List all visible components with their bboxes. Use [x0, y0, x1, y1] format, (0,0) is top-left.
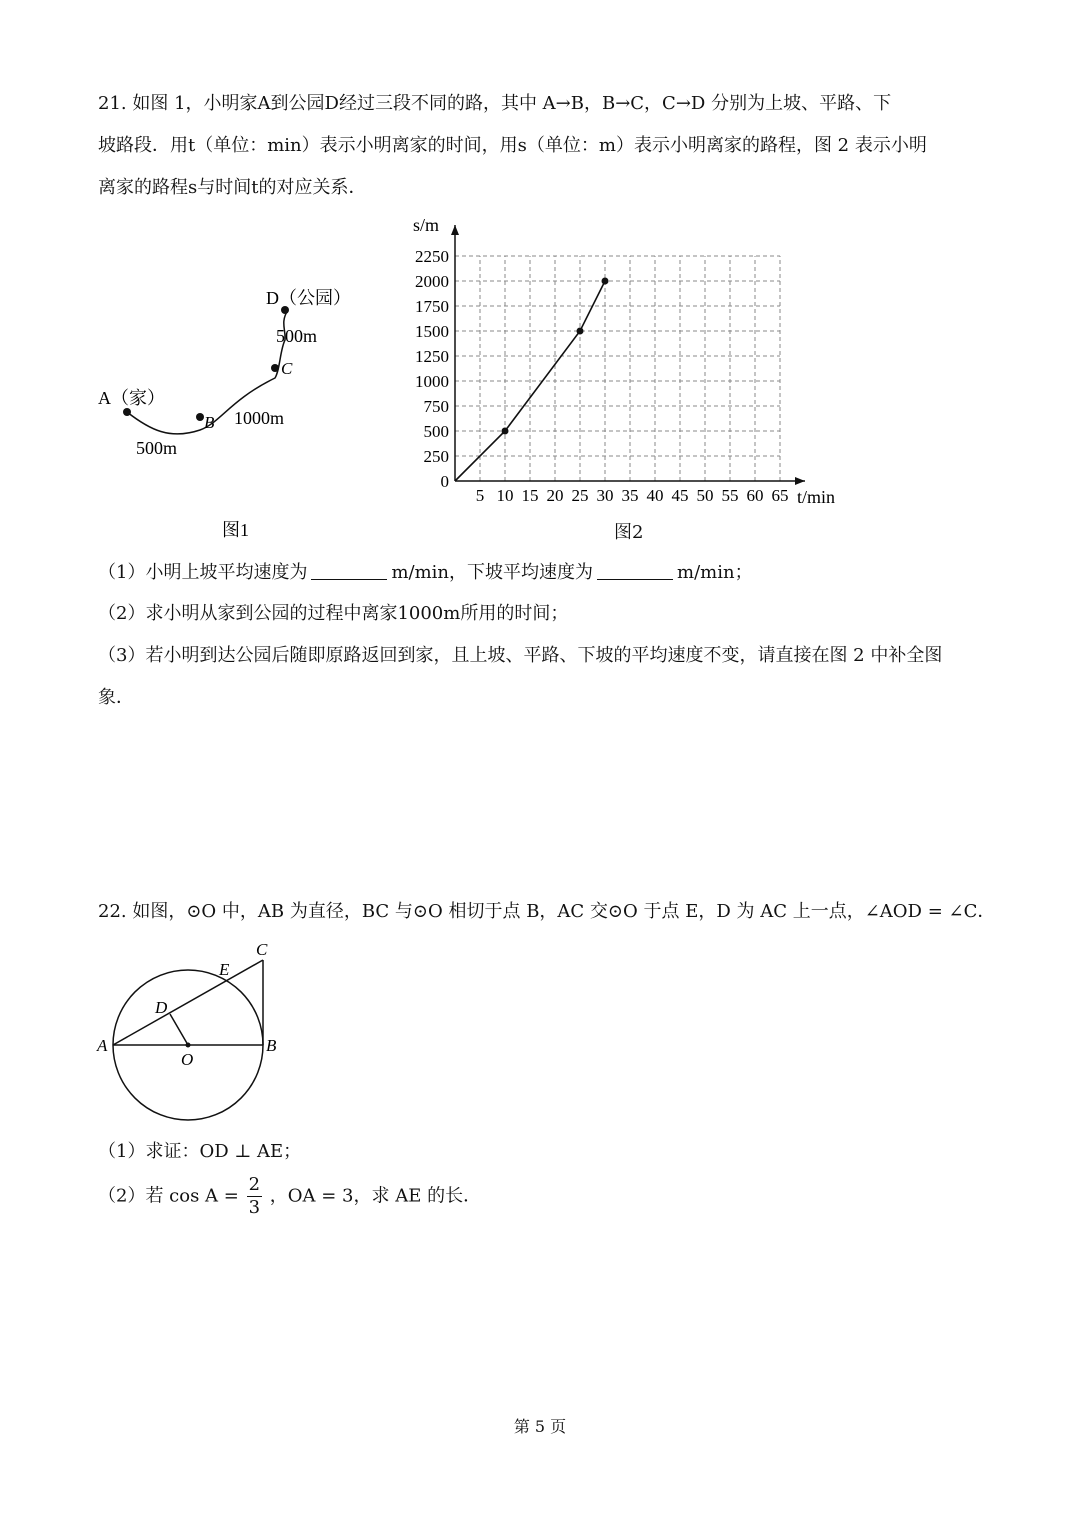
segment-OD: [170, 1014, 188, 1045]
point-A: [123, 408, 131, 416]
label-A: A（家）: [98, 388, 165, 408]
data-point: [577, 328, 584, 335]
answer-blank-1[interactable]: [311, 561, 387, 580]
y-tick-label: 250: [423, 447, 449, 466]
label-B: B: [266, 1036, 277, 1055]
y-tick-label: 1250: [415, 347, 449, 366]
unit-1: m/min: [391, 562, 450, 583]
q21-line-3: 离家的路程s与时间t的对应关系．: [98, 177, 367, 198]
figure-1-caption: 图1: [222, 520, 249, 540]
x-tick-label: 5: [475, 486, 485, 505]
x-tick-label: 35: [621, 486, 639, 505]
q22-part-2-text-b: ，OA = 3，求 AE 的长．: [269, 1185, 482, 1207]
x-tick-label: 55: [721, 486, 739, 505]
q21-part-1-text-b: ，下坡平均速度为: [449, 562, 594, 583]
fraction-two-thirds: [247, 1174, 262, 1219]
y-tick-label: 500: [423, 422, 449, 441]
y-tick-label: 2250: [415, 247, 449, 266]
point-C: [271, 364, 279, 372]
figure-2-chart: [395, 205, 865, 550]
label-C: C: [281, 359, 293, 378]
answer-blank-2[interactable]: [597, 561, 673, 580]
q21-part-1: [98, 561, 753, 585]
figure-circle-diagram: [95, 935, 295, 1125]
x-axis-arrow: [795, 477, 805, 485]
point-O: [186, 1043, 191, 1048]
origin-label: 0: [440, 472, 449, 491]
x-tick-label: 25: [571, 486, 589, 505]
x-tick-label: 50: [696, 486, 714, 505]
y-tick-label: 2000: [415, 272, 449, 291]
figure-2-caption: 图2: [614, 522, 644, 543]
data-point: [602, 278, 609, 285]
q22-part-2: [98, 1174, 481, 1219]
x-tick-label: 60: [746, 486, 764, 505]
q22-part-2-text-a: （2）若 cos A =: [98, 1185, 239, 1207]
x-tick-label: 40: [646, 486, 664, 505]
q22-part-1: （1）求证：OD ⊥ AE；: [98, 1141, 302, 1162]
x-tick-label: 20: [546, 486, 564, 505]
label-D: D: [155, 998, 168, 1017]
q21-part-3-line-1: （3）若小明到达公园后随即原路返回到家，且上坡、平路、下坡的平均速度不变，请直接在图 2 中补全图: [98, 645, 943, 666]
y-axis-arrow: [451, 225, 459, 235]
y-tick-label: 1750: [415, 297, 449, 316]
x-tick-label: 30: [596, 486, 614, 505]
q21-line-1: 21. 如图 1，小明家A到公园D经过三段不同的路，其中 A→B，B→C，C→D 分别为上坡、平路、下: [98, 93, 892, 114]
label-A: A: [97, 1036, 108, 1055]
point-B: [196, 413, 204, 421]
x-tick-label: 45: [671, 486, 689, 505]
unit-2: m/min: [677, 562, 735, 583]
label-D: D（公园）: [266, 288, 351, 308]
x-tick-label: 10: [496, 486, 514, 505]
y-tick-label: 1000: [415, 372, 449, 391]
x-axis-label: t/min: [797, 487, 836, 507]
q21-part-2: （2）求小明从家到公园的过程中离家1000m所用的时间；: [98, 603, 569, 624]
x-tick-label: 15: [521, 486, 539, 505]
seg-CD-length: 500m: [276, 326, 318, 346]
fraction-numerator: 2: [248, 1174, 261, 1195]
label-B: B: [204, 413, 215, 432]
data-point: [502, 428, 509, 435]
q21-part-1-end: ；: [734, 562, 753, 583]
label-E: E: [219, 960, 230, 979]
fraction-denominator: 3: [248, 1197, 261, 1218]
q21-part-3-line-2: 象．: [98, 687, 134, 708]
label-C: C: [256, 940, 268, 959]
page-footer: 第 5 页: [513, 1417, 567, 1436]
y-axis-label: s/m: [413, 215, 440, 235]
label-O: O: [181, 1050, 194, 1069]
q21-line-2: 坡路段．用t（单位：min）表示小明离家的时间，用s（单位：m）表示小明离家的路程，图 2 表示小明: [98, 135, 927, 156]
seg-BC-length: 1000m: [234, 408, 285, 428]
figure-1-path-diagram: [90, 280, 380, 550]
x-tick-label: 65: [771, 486, 789, 505]
seg-AB-length: 500m: [136, 438, 178, 458]
y-tick-label: 750: [423, 397, 449, 416]
segment-AC: [113, 960, 263, 1045]
q21-part-1-text-a: （1）小明上坡平均速度为: [98, 562, 308, 583]
y-tick-label: 1500: [415, 322, 449, 341]
q22-line-1: 22. 如图，⊙O 中，AB 为直径，BC 与⊙O 相切于点 B，AC 交⊙O 于点 E，D 为 AC 上一点，∠AOD = ∠C．: [98, 901, 996, 922]
